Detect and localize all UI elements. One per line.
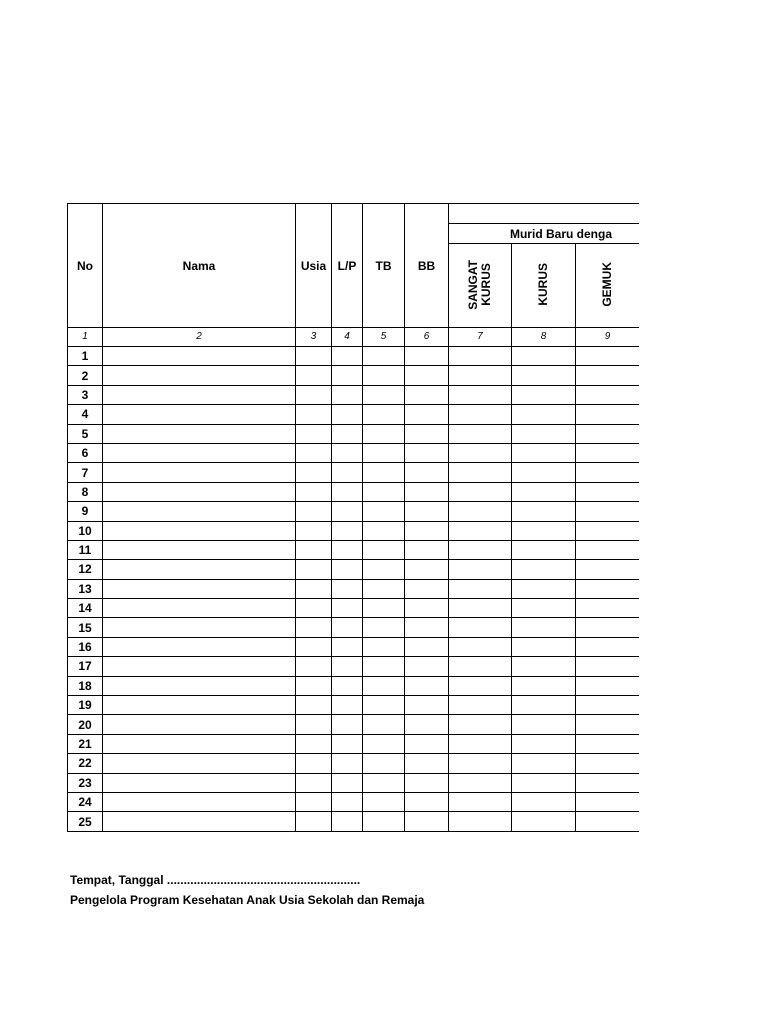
column-index: 2 <box>103 328 296 347</box>
row-number: 12 <box>68 560 103 579</box>
table-frame <box>67 203 639 834</box>
header-very-thin-line1: SANGAT <box>465 259 480 310</box>
table-cell[interactable] <box>449 405 512 424</box>
table-cell[interactable] <box>363 385 405 404</box>
table-cell[interactable] <box>449 347 512 366</box>
row-number: 15 <box>68 618 103 637</box>
header-thin: KURUS <box>512 244 576 328</box>
table-cell[interactable] <box>512 792 576 811</box>
table-row <box>68 618 640 637</box>
table-row <box>68 482 640 501</box>
column-index: 9 <box>576 328 640 347</box>
table-cell[interactable] <box>512 560 576 579</box>
table-row <box>68 424 640 443</box>
table-cell[interactable] <box>296 754 332 773</box>
table-cell[interactable] <box>363 599 405 618</box>
table-cell[interactable] <box>449 637 512 656</box>
table-cell[interactable] <box>332 618 363 637</box>
table-cell[interactable] <box>103 637 296 656</box>
table-cell[interactable] <box>512 734 576 753</box>
table-cell[interactable] <box>332 792 363 811</box>
table-cell[interactable] <box>296 773 332 792</box>
table-cell[interactable] <box>103 715 296 734</box>
column-index: 8 <box>512 328 576 347</box>
table-cell[interactable] <box>332 734 363 753</box>
table-cell[interactable] <box>405 405 449 424</box>
table-cell[interactable] <box>296 502 332 521</box>
table-cell[interactable] <box>405 773 449 792</box>
table-cell[interactable] <box>405 347 449 366</box>
table-cell[interactable] <box>363 657 405 676</box>
table-cell[interactable] <box>405 366 449 385</box>
table-cell[interactable] <box>576 812 640 831</box>
table-row <box>68 696 640 715</box>
table-row <box>68 676 640 695</box>
table-cell[interactable] <box>103 366 296 385</box>
table-cell[interactable] <box>103 443 296 462</box>
table-cell[interactable] <box>363 579 405 598</box>
table-cell[interactable] <box>103 734 296 753</box>
table-cell[interactable] <box>103 405 296 424</box>
table-cell[interactable] <box>576 637 640 656</box>
table-row <box>68 773 640 792</box>
group-header-spacer <box>449 204 640 224</box>
table-cell[interactable] <box>449 560 512 579</box>
table-cell[interactable] <box>405 560 449 579</box>
table-cell[interactable] <box>405 676 449 695</box>
table-cell[interactable] <box>576 347 640 366</box>
table-row <box>68 540 640 559</box>
table-cell[interactable] <box>449 773 512 792</box>
table-cell[interactable] <box>576 657 640 676</box>
table-cell[interactable] <box>332 385 363 404</box>
table-cell[interactable] <box>576 734 640 753</box>
header-sex: L/P <box>332 204 363 328</box>
table-cell[interactable] <box>332 657 363 676</box>
table-cell[interactable] <box>332 579 363 598</box>
table-cell[interactable] <box>332 812 363 831</box>
table-cell[interactable] <box>103 773 296 792</box>
column-index: 7 <box>449 328 512 347</box>
table-row <box>68 463 640 482</box>
table-cell[interactable] <box>576 385 640 404</box>
table-cell[interactable] <box>363 560 405 579</box>
table-cell[interactable] <box>576 715 640 734</box>
table-cell[interactable] <box>449 424 512 443</box>
table-cell[interactable] <box>405 482 449 501</box>
table-row <box>68 347 640 366</box>
table-cell[interactable] <box>363 715 405 734</box>
table-cell[interactable] <box>103 424 296 443</box>
table-cell[interactable] <box>449 618 512 637</box>
table-cell[interactable] <box>576 443 640 462</box>
column-index: 4 <box>332 328 363 347</box>
table-cell[interactable] <box>449 696 512 715</box>
table-cell[interactable] <box>296 347 332 366</box>
table-cell[interactable] <box>296 696 332 715</box>
table-cell[interactable] <box>512 715 576 734</box>
table-cell[interactable] <box>512 773 576 792</box>
row-number: 13 <box>68 579 103 598</box>
header-height: TB <box>363 204 405 328</box>
table-cell[interactable] <box>363 792 405 811</box>
table-cell[interactable] <box>363 812 405 831</box>
table-cell[interactable] <box>405 502 449 521</box>
table-cell[interactable] <box>449 715 512 734</box>
table-cell[interactable] <box>405 754 449 773</box>
table-cell[interactable] <box>405 599 449 618</box>
row-number: 9 <box>68 502 103 521</box>
table-cell[interactable] <box>512 405 576 424</box>
table-cell[interactable] <box>332 599 363 618</box>
table-cell[interactable] <box>405 637 449 656</box>
table-cell[interactable] <box>363 540 405 559</box>
table-cell[interactable] <box>296 792 332 811</box>
header-very-thin-line2: KURUS <box>479 263 493 306</box>
table-cell[interactable] <box>363 521 405 540</box>
table-cell[interactable] <box>103 463 296 482</box>
table-cell[interactable] <box>332 696 363 715</box>
table-row <box>68 754 640 773</box>
table-cell[interactable] <box>363 443 405 462</box>
row-number: 6 <box>68 443 103 462</box>
table-cell[interactable] <box>103 502 296 521</box>
table-cell[interactable] <box>363 482 405 501</box>
table-cell[interactable] <box>296 715 332 734</box>
column-index-row <box>68 328 640 347</box>
table-cell[interactable] <box>296 579 332 598</box>
table-cell[interactable] <box>103 521 296 540</box>
table-cell[interactable] <box>449 443 512 462</box>
table-cell[interactable] <box>103 618 296 637</box>
table-cell[interactable] <box>296 676 332 695</box>
table-cell[interactable] <box>449 657 512 676</box>
table-cell[interactable] <box>405 424 449 443</box>
table-cell[interactable] <box>296 734 332 753</box>
row-number: 21 <box>68 734 103 753</box>
table-cell[interactable] <box>576 540 640 559</box>
table-row <box>68 521 640 540</box>
table-cell[interactable] <box>103 560 296 579</box>
table-cell[interactable] <box>449 385 512 404</box>
table-cell[interactable] <box>576 676 640 695</box>
table-cell[interactable] <box>449 521 512 540</box>
table-cell[interactable] <box>405 657 449 676</box>
table-cell[interactable] <box>512 599 576 618</box>
table-cell[interactable] <box>363 347 405 366</box>
table-cell[interactable] <box>296 812 332 831</box>
table-cell[interactable] <box>103 657 296 676</box>
header-very-thin <box>449 244 512 328</box>
row-number: 7 <box>68 463 103 482</box>
row-number: 22 <box>68 754 103 773</box>
table-cell[interactable] <box>512 482 576 501</box>
row-number: 4 <box>68 405 103 424</box>
table-row <box>68 734 640 753</box>
table-cell[interactable] <box>405 734 449 753</box>
table-cell[interactable] <box>332 715 363 734</box>
row-number: 8 <box>68 482 103 501</box>
table-cell[interactable] <box>449 734 512 753</box>
table-cell[interactable] <box>576 482 640 501</box>
row-number: 19 <box>68 696 103 715</box>
row-number: 3 <box>68 385 103 404</box>
table-cell[interactable] <box>296 366 332 385</box>
table-cell[interactable] <box>103 792 296 811</box>
table-cell[interactable] <box>405 792 449 811</box>
table-cell[interactable] <box>296 540 332 559</box>
table-cell[interactable] <box>363 405 405 424</box>
table-cell[interactable] <box>363 734 405 753</box>
table-cell[interactable] <box>103 812 296 831</box>
table-cell[interactable] <box>576 366 640 385</box>
table-cell[interactable] <box>512 812 576 831</box>
table-cell[interactable] <box>576 618 640 637</box>
table-cell[interactable] <box>103 599 296 618</box>
column-index: 3 <box>296 328 332 347</box>
table-cell[interactable] <box>405 443 449 462</box>
table-cell[interactable] <box>512 443 576 462</box>
table-cell[interactable] <box>296 560 332 579</box>
table-cell[interactable] <box>576 754 640 773</box>
table-cell[interactable] <box>296 521 332 540</box>
table-cell[interactable] <box>103 754 296 773</box>
table-row <box>68 502 640 521</box>
table-cell[interactable] <box>512 347 576 366</box>
header-weight: BB <box>405 204 449 328</box>
table-cell[interactable] <box>363 754 405 773</box>
table-cell[interactable] <box>405 618 449 637</box>
table-cell[interactable] <box>576 521 640 540</box>
table-cell[interactable] <box>103 540 296 559</box>
table-cell[interactable] <box>363 463 405 482</box>
table-cell[interactable] <box>332 443 363 462</box>
row-number: 2 <box>68 366 103 385</box>
table-cell[interactable] <box>405 385 449 404</box>
table-cell[interactable] <box>296 443 332 462</box>
group-header-title: Murid Baru denga <box>449 224 640 244</box>
table-cell[interactable] <box>405 812 449 831</box>
place-date-line: Tempat, Tanggal .......................................................... <box>70 873 361 887</box>
table-cell[interactable] <box>512 385 576 404</box>
table-row <box>68 560 640 579</box>
row-number: 25 <box>68 812 103 831</box>
table-cell[interactable] <box>449 812 512 831</box>
table-cell[interactable] <box>363 676 405 695</box>
table-cell[interactable] <box>576 424 640 443</box>
table-cell[interactable] <box>512 502 576 521</box>
table-cell[interactable] <box>363 773 405 792</box>
table-cell[interactable] <box>449 579 512 598</box>
table-cell[interactable] <box>576 792 640 811</box>
row-number: 20 <box>68 715 103 734</box>
table-cell[interactable] <box>405 715 449 734</box>
table-row <box>68 812 640 831</box>
table-cell[interactable] <box>332 540 363 559</box>
table-cell[interactable] <box>103 385 296 404</box>
table-cell[interactable] <box>296 424 332 443</box>
row-number: 1 <box>68 347 103 366</box>
table-cell[interactable] <box>512 637 576 656</box>
table-cell[interactable] <box>103 579 296 598</box>
table-cell[interactable] <box>363 502 405 521</box>
table-cell[interactable] <box>576 599 640 618</box>
table-cell[interactable] <box>332 560 363 579</box>
table-cell[interactable] <box>512 424 576 443</box>
table-cell[interactable] <box>405 540 449 559</box>
table-cell[interactable] <box>296 637 332 656</box>
table-cell[interactable] <box>296 657 332 676</box>
table-cell[interactable] <box>576 773 640 792</box>
table-cell[interactable] <box>449 676 512 695</box>
table-cell[interactable] <box>512 754 576 773</box>
table-row <box>68 792 640 811</box>
table-cell[interactable] <box>576 463 640 482</box>
table-cell[interactable] <box>512 696 576 715</box>
header-name: Nama <box>103 204 296 328</box>
table-cell[interactable] <box>449 502 512 521</box>
table-row <box>68 366 640 385</box>
table-cell[interactable] <box>296 618 332 637</box>
table-row <box>68 579 640 598</box>
row-number: 17 <box>68 657 103 676</box>
table-cell[interactable] <box>103 347 296 366</box>
row-number: 23 <box>68 773 103 792</box>
table-cell[interactable] <box>576 405 640 424</box>
header-fat: GEMUK <box>576 244 640 328</box>
table-row <box>68 599 640 618</box>
table-cell[interactable] <box>332 463 363 482</box>
table-cell[interactable] <box>449 482 512 501</box>
table-cell[interactable] <box>332 482 363 501</box>
table-cell[interactable] <box>332 347 363 366</box>
table-cell[interactable] <box>363 696 405 715</box>
table-cell[interactable] <box>576 560 640 579</box>
table-cell[interactable] <box>512 366 576 385</box>
table-cell[interactable] <box>332 754 363 773</box>
row-number: 10 <box>68 521 103 540</box>
table-row <box>68 657 640 676</box>
table-cell[interactable] <box>512 618 576 637</box>
table-cell[interactable] <box>363 366 405 385</box>
table-cell[interactable] <box>512 521 576 540</box>
header-no: No <box>68 204 103 328</box>
table-cell[interactable] <box>103 696 296 715</box>
table-cell[interactable] <box>405 521 449 540</box>
student-nutrition-table <box>67 203 639 832</box>
column-index: 6 <box>405 328 449 347</box>
row-number: 14 <box>68 599 103 618</box>
table-cell[interactable] <box>449 754 512 773</box>
table-cell[interactable] <box>405 463 449 482</box>
table-cell[interactable] <box>296 405 332 424</box>
table-cell[interactable] <box>332 502 363 521</box>
table-cell[interactable] <box>332 773 363 792</box>
table-cell[interactable] <box>449 366 512 385</box>
table-cell[interactable] <box>332 637 363 656</box>
table-cell[interactable] <box>332 405 363 424</box>
program-manager-line: Pengelola Program Kesehatan Anak Usia Sekolah dan Remaja <box>70 893 425 907</box>
row-number: 16 <box>68 637 103 656</box>
table-cell[interactable] <box>449 540 512 559</box>
table-cell[interactable] <box>296 463 332 482</box>
table-cell[interactable] <box>449 792 512 811</box>
table-cell[interactable] <box>449 599 512 618</box>
table-cell[interactable] <box>332 424 363 443</box>
table-cell[interactable] <box>296 482 332 501</box>
table-cell[interactable] <box>449 463 512 482</box>
table-cell[interactable] <box>512 463 576 482</box>
table-cell[interactable] <box>332 521 363 540</box>
table-row <box>68 715 640 734</box>
table-cell[interactable] <box>332 676 363 695</box>
table-row <box>68 637 640 656</box>
table-cell[interactable] <box>363 618 405 637</box>
table-row <box>68 385 640 404</box>
row-number: 5 <box>68 424 103 443</box>
table-cell[interactable] <box>405 696 449 715</box>
table-cell[interactable] <box>103 676 296 695</box>
table-cell[interactable] <box>332 366 363 385</box>
table-cell[interactable] <box>103 482 296 501</box>
column-index: 5 <box>363 328 405 347</box>
table-cell[interactable] <box>405 579 449 598</box>
column-index: 1 <box>68 328 103 347</box>
table-row <box>68 405 640 424</box>
table-cell[interactable] <box>363 637 405 656</box>
table-cell[interactable] <box>576 502 640 521</box>
table-cell[interactable] <box>512 540 576 559</box>
table-cell[interactable] <box>296 385 332 404</box>
table-cell[interactable] <box>363 424 405 443</box>
table-cell[interactable] <box>576 579 640 598</box>
table-cell[interactable] <box>296 599 332 618</box>
header-age: Usia <box>296 204 332 328</box>
row-number: 24 <box>68 792 103 811</box>
table-cell[interactable] <box>576 696 640 715</box>
table-cell[interactable] <box>512 676 576 695</box>
row-number: 18 <box>68 676 103 695</box>
table-cell[interactable] <box>512 579 576 598</box>
table-row <box>68 443 640 462</box>
table-cell[interactable] <box>512 657 576 676</box>
row-number: 11 <box>68 540 103 559</box>
